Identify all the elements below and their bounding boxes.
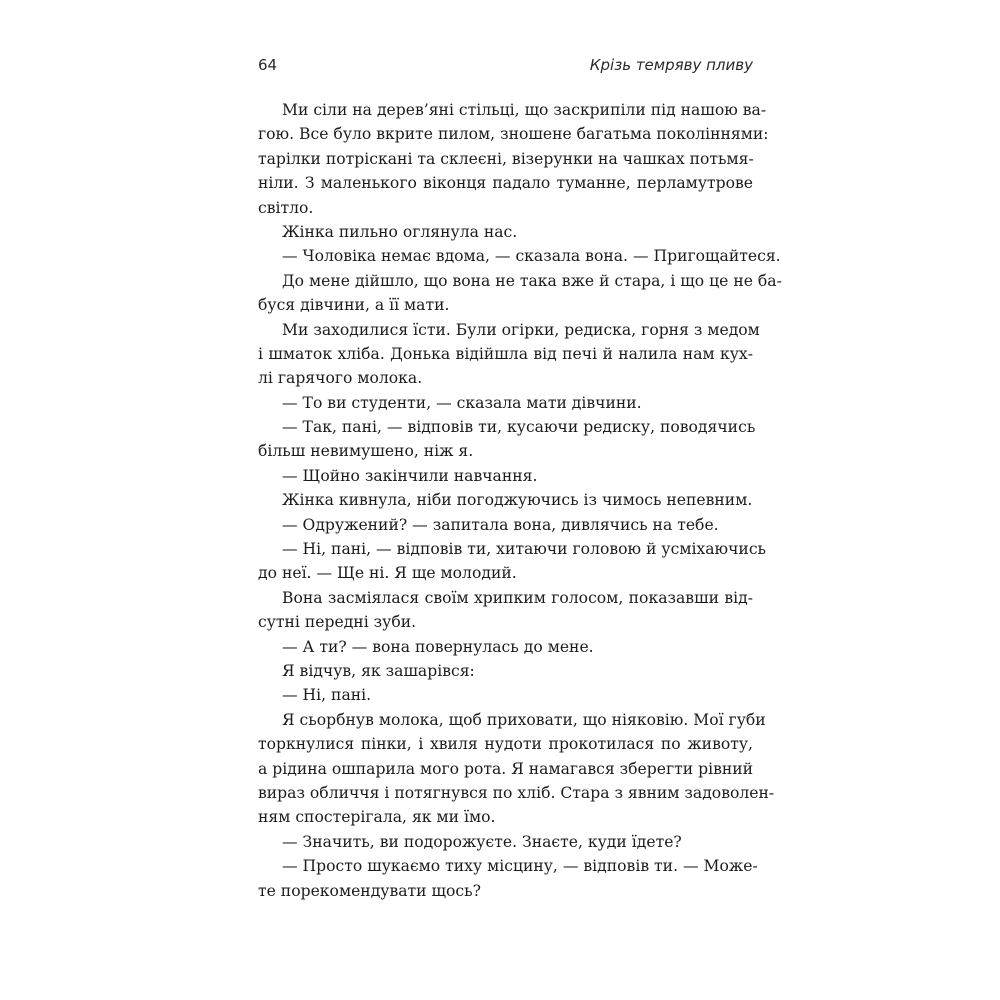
text-line-content: ніли. З маленького віконця падало туманне, перламутрове — [258, 174, 753, 193]
text-line — [258, 122, 769, 146]
text-line — [258, 342, 753, 366]
text-line-content: гою. Все було вкрите пилом, зношене багатьма поколіннями: — [258, 125, 769, 144]
text-line-content: торкнулися пінки, і хвиля нудоти прокотилася по животу, — [258, 735, 753, 754]
text-line-content: — Одружений? — запитала вона, дивлячись на тебе. — [282, 515, 719, 534]
text-line-content: і шматок хліба. Донька відійшла від печі й налила нам кух- — [258, 344, 753, 363]
text-line — [258, 537, 767, 561]
text-line-content: Я сьорбнув молока, щоб приховати, що ніяковію. Мої губи — [282, 710, 766, 729]
text-line — [258, 293, 753, 317]
text-line — [258, 147, 753, 171]
text-line — [258, 879, 753, 903]
text-line-content: — То ви студенти, — сказала мати дівчини. — [282, 393, 642, 412]
text-line-content: — Просто шукаємо тиху місцину, — відповів ти. — Може- — [282, 857, 758, 876]
text-line-content: вираз обличчя і потягнувся по хліб. Стара з явним задоволен- — [258, 783, 775, 802]
text-line-content: — Ні, пані, — відповів ти, хитаючи головою й усміхаючись — [282, 540, 767, 559]
text-line-content: Вона засміялася своїм хрипким голосом, показавши від- — [282, 588, 753, 607]
text-line — [258, 781, 775, 805]
text-line — [258, 366, 753, 390]
text-line — [258, 415, 756, 439]
text-line — [258, 269, 782, 293]
text-line — [258, 439, 753, 463]
text-line — [258, 220, 753, 244]
text-line — [258, 830, 753, 854]
text-line — [258, 683, 753, 707]
text-line-content: до неї. — Ще ні. Я ще молодий. — [258, 564, 517, 583]
text-line-content: Ми сіли на дерев’яні стільці, що заскрипіли під нашою ва- — [282, 101, 767, 119]
text-line-content: — Так, пані, — відповів ти, кусаючи редиску, поводячись — [282, 418, 756, 437]
text-line — [258, 513, 753, 537]
text-line — [258, 98, 767, 122]
page-number: 64 — [258, 56, 278, 74]
text-line — [258, 464, 753, 488]
text-line — [258, 757, 753, 781]
text-line-content: буся дівчини, а її мати. — [258, 296, 450, 315]
text-line-content: Жінка кивнула, ніби погоджуючись із чимось непевним. — [282, 491, 753, 510]
text-line — [258, 391, 753, 415]
page-header — [258, 56, 753, 82]
text-line — [258, 488, 753, 512]
text-line — [258, 659, 753, 683]
text-line-content: — Значить, ви подорожуєте. Знаєте, куди їдете? — [282, 832, 682, 851]
text-line — [258, 244, 781, 268]
text-line-content: — Ні, пані. — [282, 686, 372, 705]
text-line-content: лі гарячого молока. — [258, 369, 423, 388]
text-line-content: — Щойно закінчили навчання. — [282, 466, 538, 485]
text-line-content: До мене дійшло, що вона не така вже й стара, і що це не ба- — [282, 271, 782, 290]
body-text — [258, 98, 782, 903]
text-line-content: більш невимушено, ніж я. — [258, 442, 474, 461]
text-line — [258, 805, 753, 829]
text-line — [258, 561, 753, 585]
text-line — [258, 708, 766, 732]
text-line — [258, 854, 758, 878]
text-line-content: сутні передні зуби. — [258, 613, 417, 632]
text-line-content: ням спостерігала, як ми їмо. — [258, 808, 496, 827]
text-line-content: — Чоловіка немає вдома, — сказала вона. — Пригощайтеся. — [282, 247, 781, 266]
text-line — [258, 732, 753, 756]
text-line-content: Ми заходилися їсти. Були огірки, редиска, горня з медом — [282, 320, 760, 339]
text-line-content: а рідина ошпарила мого рота. Я намагався зберегти рівний — [258, 759, 754, 778]
text-line — [258, 610, 753, 634]
text-line-content: світло. — [258, 198, 314, 217]
text-line-content: те порекомендувати щось? — [258, 881, 481, 900]
text-line — [258, 171, 753, 195]
running-title: Крізь темряву пливу — [589, 56, 753, 74]
text-line — [258, 586, 753, 610]
text-line-content: Жінка пильно оглянула нас. — [282, 222, 518, 241]
text-line — [258, 635, 753, 659]
text-line — [258, 318, 760, 342]
text-line-content: — А ти? — вона повернулась до мене. — [282, 637, 594, 656]
text-line-content: Я відчув, як зашарівся: — [282, 661, 475, 680]
text-line — [258, 196, 753, 220]
text-line-content: тарілки потріскані та склеєні, візерунки на чашках потьмя- — [258, 149, 754, 168]
